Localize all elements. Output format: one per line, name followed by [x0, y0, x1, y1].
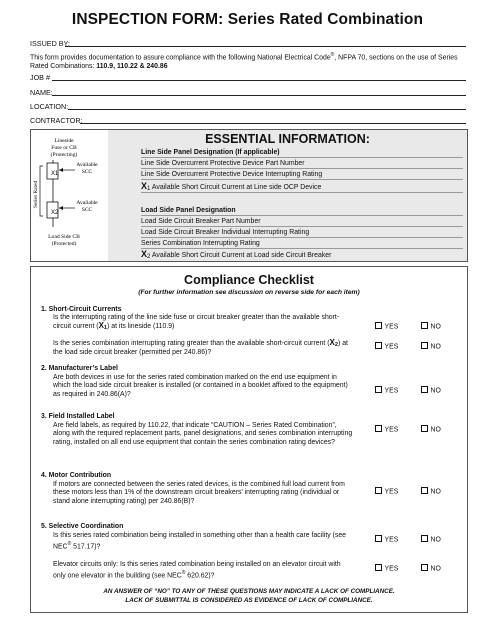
section-4-heading: 4. Motor Contribution [41, 472, 112, 479]
checkbox-icon [421, 564, 428, 571]
checkbox-icon [375, 535, 382, 542]
checkbox-icon [375, 564, 382, 571]
job-field[interactable] [52, 80, 466, 81]
diagram-lineside-3: (Protecting) [50, 152, 78, 158]
checkbox-icon [421, 322, 428, 329]
q1b-yes-label: YES [384, 343, 399, 351]
diagram-available-1b: SCC [81, 169, 93, 175]
intro-reg: ® [330, 52, 335, 58]
q2-no-label: NO [430, 387, 441, 395]
q5b-no-label: NO [430, 565, 441, 573]
section-3-heading: 3. Field Installed Label [41, 413, 115, 420]
checkbox-icon [421, 487, 428, 494]
diagram-x1: X1 [51, 171, 59, 177]
checklist-subtitle: (For further information see discussion on reverse side for each item) [138, 289, 360, 296]
essential-title: ESSENTIAL INFORMATION: [205, 132, 370, 146]
checkbox-icon [375, 386, 382, 393]
q5b-reg: ® [181, 570, 186, 577]
q5b-yes-label: YES [384, 565, 399, 573]
q3-yes-checkbox[interactable] [375, 425, 398, 434]
x2-row [141, 249, 331, 260]
intro-paragraph [30, 51, 470, 71]
q1a-no-checkbox[interactable] [421, 322, 441, 331]
checklist-title: Compliance Checklist [184, 273, 314, 287]
q2-yes-checkbox[interactable] [375, 386, 398, 395]
contractor-field[interactable] [80, 123, 466, 124]
checkbox-icon [375, 487, 382, 494]
issued-by-label: ISSUED BY: [30, 39, 70, 48]
q1a-x: X [98, 321, 104, 331]
diagram-series-rated: Series Rated [33, 180, 39, 208]
intro-text2: , NFPA 70, sections on the use of Series Rated Combinations: [30, 54, 458, 70]
q3-no-checkbox[interactable] [421, 425, 441, 434]
series-rated-diagram [31, 130, 109, 261]
x1-field[interactable] [141, 192, 463, 193]
q1b-x: X [329, 338, 335, 347]
form-title: INSPECTION FORM: Series Rated Combination [71, 11, 424, 28]
name-label: NAME: [30, 88, 53, 97]
q2-no-checkbox[interactable] [421, 386, 441, 395]
q5b-no-checkbox[interactable] [421, 564, 441, 573]
q5a-yes-label: YES [384, 536, 399, 544]
diagram-lineside-1: Lineside [54, 138, 74, 144]
q2-yes-label: YES [384, 387, 399, 395]
intro-sections: 110.9, 110.22 & 240.86 [96, 62, 168, 70]
question-4: If motors are connected between the series rated devices, is the combined full load current from these motors less than 1% of the downstream circuit breakers’ interrupting rating (individual or stand alone interrupting rating) per 240.86(B)? [53, 481, 345, 505]
q5a-no-label: NO [430, 536, 441, 544]
load-side-part-number: Load Side Circuit Breaker Part Number [141, 218, 261, 225]
name-field[interactable] [52, 95, 466, 96]
q5b-yes-checkbox[interactable] [375, 564, 398, 573]
diagram-available-1a: Available [76, 162, 98, 168]
checkbox-icon [375, 425, 382, 432]
diagram-available-2a: Available [76, 200, 98, 206]
q1b-no-checkbox[interactable] [421, 342, 441, 351]
diagram-x2: X2 [51, 210, 59, 216]
q1a-sub: 1 [103, 325, 108, 332]
question-5a [53, 532, 355, 552]
q1b-yes-checkbox[interactable] [375, 342, 398, 351]
q5a-yes-checkbox[interactable] [375, 535, 398, 544]
question-1a [53, 314, 355, 333]
line-side-part-number: Line Side Overcurrent Protective Device Part Number [141, 160, 305, 167]
q1a-yes-checkbox[interactable] [375, 322, 398, 331]
checkbox-icon [421, 386, 428, 393]
job-label: JOB # [30, 73, 50, 82]
issued-by-field[interactable] [65, 46, 466, 47]
x1-row [141, 181, 321, 192]
load-side-individual-rating-field[interactable] [141, 237, 463, 238]
question-2: Are both devices in use for the series rated combination marked on the end use equipment in which the load side circuit breaker is installed (or contained in a booklet affixed to the equipment) as required in 240.86(A)? [53, 374, 348, 398]
x2-text: Available Short Circuit Current at Load side Circuit Breaker [151, 252, 332, 259]
series-combination-rating: Series Combination Interrupting Rating [141, 240, 260, 247]
q1a-post: ) at its lineside (110.9) [107, 323, 175, 331]
q5b-pre: Elevator circuits only: Is this series rated combination being installed on an elevator circuit with only one elevator in the building (see NEC [53, 561, 341, 580]
q1a-yes-label: YES [384, 323, 399, 331]
q5a-post: 517.17)? [71, 543, 101, 551]
diagram-svg [31, 130, 108, 261]
diagram-loadside-1: Load Side CB [48, 234, 80, 240]
load-side-part-number-field[interactable] [141, 226, 463, 227]
load-side-heading: Load Side Panel Designation [141, 207, 236, 214]
q4-no-checkbox[interactable] [421, 487, 441, 496]
q3-no-label: NO [430, 426, 441, 434]
x1-symbol: X [141, 181, 148, 191]
q1b-sub: 2 [334, 342, 338, 348]
line-side-part-number-field[interactable] [141, 168, 463, 169]
q1a-no-label: NO [430, 323, 441, 331]
question-3: Are field labels, as required by 110.22, that indicate “CAUTION – Series Rated Combination”, along with the required replacement parts, panel designations, and series combination interrupting rating, installed on all end use equipment that contain the series combination rating devices? [53, 422, 353, 446]
section-2-heading: 2. Manufacturer’s Label [41, 365, 118, 372]
checkbox-icon [375, 342, 382, 349]
x1-subscript: 1 [147, 186, 151, 192]
diagram-lineside-2: Fuse or CB [51, 145, 77, 151]
line-side-interrupting-rating: Line Side Overcurrent Protective Device Interrupting Rating [141, 171, 323, 178]
x2-subscript: 2 [147, 254, 151, 260]
q1a-pre: Is the interrupting rating of the line side fuse or circuit breaker greater than the available short-circuit current ( [53, 314, 340, 331]
q4-yes-checkbox[interactable] [375, 487, 398, 496]
question-1b [53, 339, 355, 358]
q5a-reg: ® [67, 541, 72, 548]
compliance-checklist-box [30, 266, 468, 613]
footer-warning-2: LACK OF SUBMITTAL IS CONSIDERED AS EVIDENCE OF LACK OF COMPLIANCE. [125, 597, 373, 604]
q1b-no-label: NO [430, 343, 441, 351]
question-5b [53, 561, 355, 581]
line-side-heading: Line Side Panel Designation (If applicable) [141, 149, 280, 156]
x2-symbol: X [141, 249, 148, 259]
location-field[interactable] [68, 109, 466, 110]
line-side-heading-field[interactable] [141, 157, 463, 158]
q4-no-label: NO [430, 488, 441, 496]
q1b-post: ) at the load side circuit breaker (permitted per 240.86)? [53, 340, 348, 357]
q4-yes-label: YES [384, 488, 399, 496]
intro-text: This form provides documentation to assure compliance with the following National Electrical Code [30, 54, 331, 62]
checkbox-icon [421, 535, 428, 542]
q5a-pre: Is this series rated combination being installed in something other than a health care facility (see NEC [53, 532, 347, 551]
q3-yes-label: YES [384, 426, 399, 434]
essential-fields-panel [108, 130, 467, 261]
essential-information-box [30, 129, 468, 262]
q1b-pre: Is the series combination interrupting rating greater than the available short-circuit current ( [53, 340, 330, 347]
x1-text: Available Short Circuit Current at Line side OCP Device [151, 184, 322, 191]
line-side-interrupting-rating-field[interactable] [141, 179, 463, 180]
section-1-heading: 1. Short-Circuit Currents [41, 306, 122, 313]
diagram-loadside-2: (Protected) [51, 241, 77, 247]
load-side-heading-field[interactable] [141, 215, 463, 216]
diagram-available-2b: SCC [81, 207, 93, 213]
section-5-heading: 5. Selective Coordination [41, 523, 124, 530]
location-label: LOCATION: [30, 102, 69, 111]
checkbox-icon [421, 425, 428, 432]
contractor-label: CONTRACTOR: [30, 116, 83, 125]
checkbox-icon [375, 322, 382, 329]
load-side-individual-rating: Load Side Circuit Breaker Individual Interrupting Rating [141, 229, 310, 236]
footer-warning-1: AN ANSWER OF “NO” TO ANY OF THESE QUESTIONS MAY INDICATE A LACK OF COMPLIANCE. [103, 588, 395, 595]
checkbox-icon [421, 342, 428, 349]
q5b-post: 620.62)? [185, 572, 215, 580]
q5a-no-checkbox[interactable] [421, 535, 441, 544]
